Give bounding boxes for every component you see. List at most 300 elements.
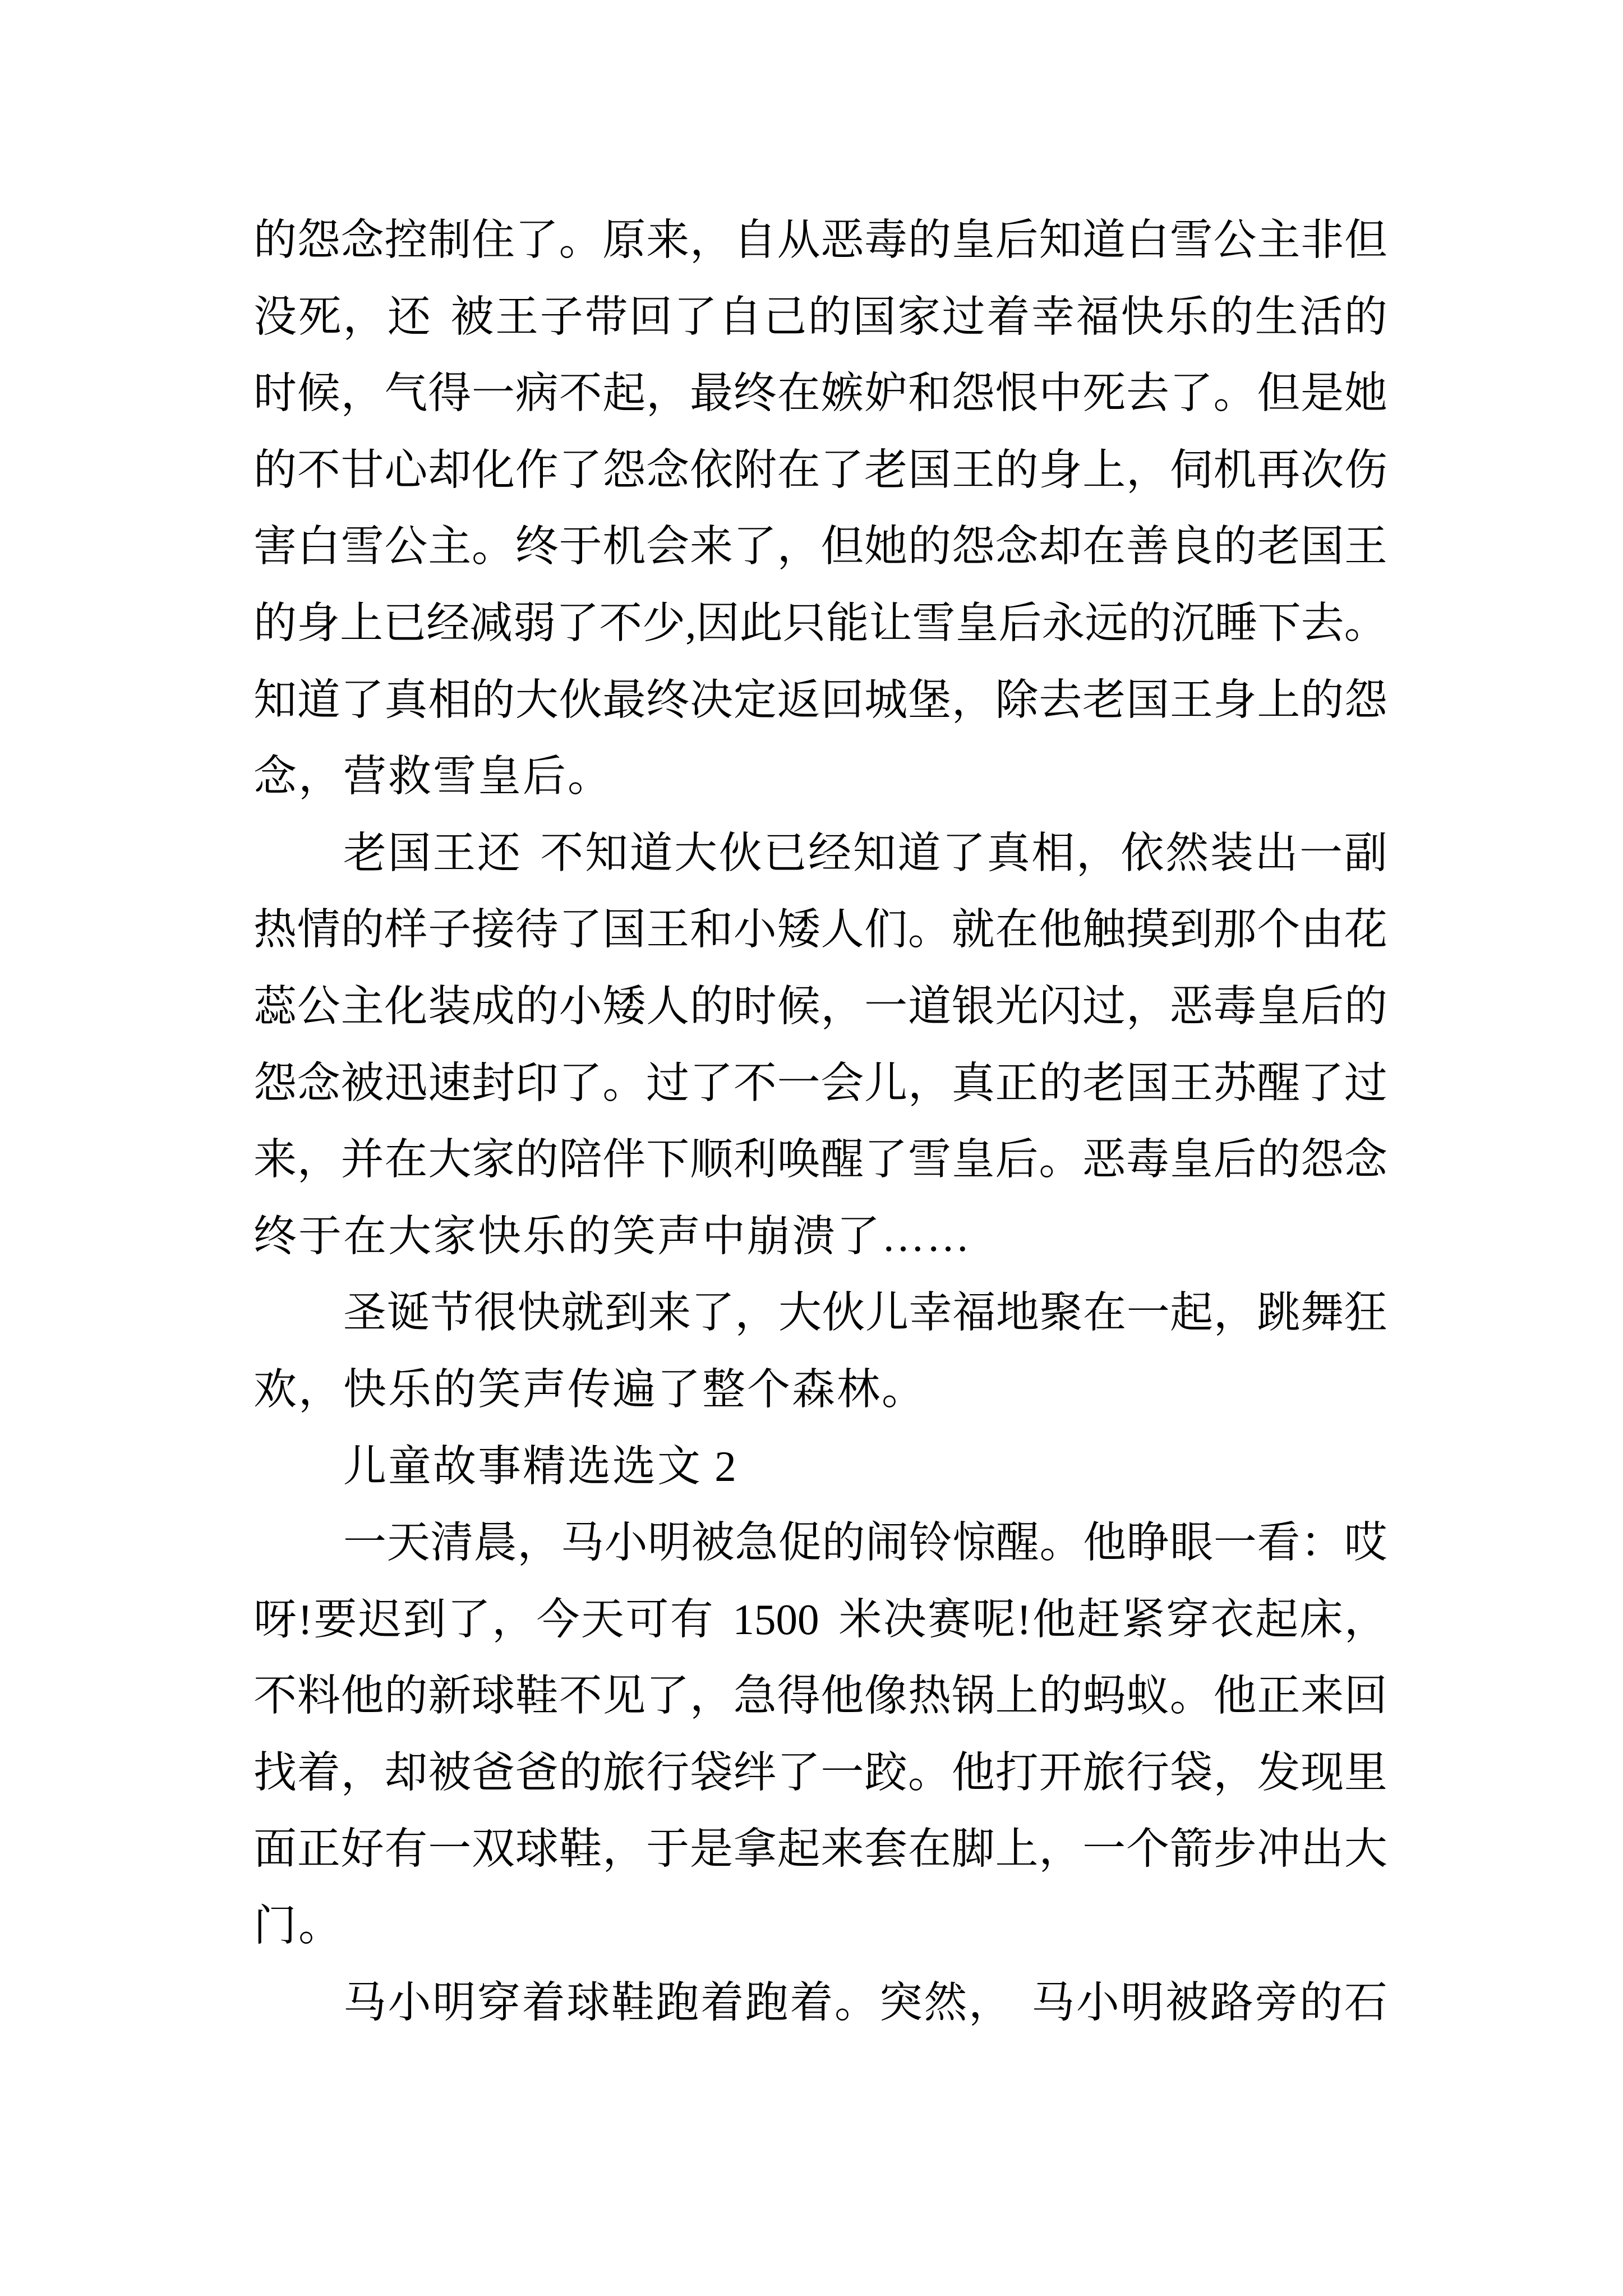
text-token: 跑 (656, 1978, 699, 2027)
text-token: 装 (428, 982, 472, 1030)
text-token: 面 (253, 1825, 297, 1874)
text-token: 念 (297, 1059, 340, 1107)
text-token: 控 (384, 216, 428, 264)
text-token: 来 (648, 1289, 691, 1337)
text-token: 怨 (1344, 675, 1387, 724)
text-token: 主 (428, 522, 472, 571)
text-token: 马 (560, 1519, 604, 1567)
text-token: 。 (834, 1978, 878, 2027)
text-token: 正 (1257, 1672, 1301, 1720)
text-token: 过 (1082, 982, 1126, 1030)
text-token: 的 (1039, 1672, 1082, 1720)
text-token: 死 (1082, 369, 1126, 418)
text-token: 嫉 (820, 369, 864, 418)
text-token: 到 (604, 1289, 648, 1337)
text-token: 王 (1169, 675, 1213, 724)
text-token: 然 (1165, 829, 1209, 877)
text-token: 蚂 (1082, 1672, 1126, 1720)
text-token: 跑 (745, 1978, 789, 2027)
text-token: 病 (515, 369, 559, 418)
text-token: 开 (1039, 1748, 1082, 1797)
text-token: ， (735, 1289, 778, 1337)
text-token: 生 (1255, 292, 1298, 341)
text-token: 让 (869, 599, 912, 647)
text-token: 个 (1257, 905, 1301, 954)
text-line: 儿童故事精选选文 2 (343, 1442, 738, 1490)
text-token: 情 (297, 905, 340, 954)
text-token: 接 (471, 905, 515, 954)
text-token: 被 (340, 1059, 384, 1107)
text-line (253, 355, 1387, 432)
text-token: 马 (343, 1978, 386, 2027)
text-token: 米 (838, 1595, 882, 1644)
text-token: 减 (469, 599, 513, 647)
text-token: 得 (777, 1672, 820, 1720)
text-token: 了 (820, 445, 864, 494)
text-token: 的 (1299, 1978, 1343, 2027)
text-token: 甘 (340, 445, 384, 494)
text-token: 能 (826, 599, 869, 647)
text-token: 的 (1128, 599, 1172, 647)
text-token: 一 (471, 369, 515, 418)
text-token: 鞋 (611, 1978, 654, 2027)
text-token: 过 (942, 292, 985, 341)
text-token: 妒 (864, 369, 908, 418)
text-token: 定 (733, 675, 777, 724)
text-token: ， (689, 216, 733, 264)
text-token: 他 (951, 1748, 995, 1797)
text-token: 行 (1126, 1748, 1169, 1797)
text-token: 封 (471, 1059, 515, 1107)
text-token: 王 (1344, 522, 1387, 571)
text-token: 少 (642, 599, 686, 647)
text-line (253, 662, 1387, 739)
text-token: 来 (646, 216, 690, 264)
text-token: 知 (1039, 216, 1082, 264)
text-token: 只 (782, 599, 826, 647)
text-token: 旅 (602, 1748, 646, 1797)
text-token: 大 (428, 1135, 472, 1184)
text-line (253, 432, 1387, 509)
text-token: 跳 (1257, 1289, 1301, 1337)
text-token: 终 (515, 522, 559, 571)
text-token: 人 (646, 982, 690, 1030)
text-token: 了 (942, 829, 985, 877)
text-token: 身 (1039, 445, 1082, 494)
text-token: 唤 (777, 1135, 820, 1184)
text-token: 地 (995, 1289, 1039, 1337)
text-token: 道 (907, 982, 951, 1030)
text-token: 醒 (995, 1519, 1039, 1567)
text-token: 时 (733, 982, 777, 1030)
text-token: 们 (864, 905, 908, 954)
text-token: 终 (733, 369, 777, 418)
text-token: 却 (428, 445, 472, 494)
text-token: 弱 (513, 599, 556, 647)
text-token: 儿 (864, 1059, 908, 1107)
text-token: 小 (733, 905, 777, 954)
text-line (253, 968, 1387, 1045)
text-token: 找 (253, 1748, 297, 1797)
text-token: 再 (1257, 445, 1301, 494)
text-line (253, 585, 1387, 662)
text-token: 此 (739, 599, 783, 647)
text-token: 的 (515, 1135, 559, 1184)
text-token: 皇 (1257, 982, 1301, 1030)
text-token: 的 (822, 1519, 865, 1567)
text-token: 料 (297, 1672, 340, 1720)
text-token: ! (1016, 1595, 1031, 1644)
text-token: 了 (646, 1672, 690, 1720)
text-token: ， (1076, 829, 1119, 877)
text-token: 球 (471, 1672, 515, 1720)
text-line (253, 1811, 1387, 1888)
text-token: 怨 (602, 445, 646, 494)
text-token: 附 (733, 445, 777, 494)
text-token: 天 (580, 1595, 624, 1644)
text-token: 天 (386, 1519, 430, 1567)
text-line: 欢，快乐的笑声传遍了整个森林。 (253, 1365, 926, 1414)
text-token: 上 (995, 1825, 1039, 1874)
text-token: 后 (995, 216, 1039, 264)
text-token: 装 (1210, 829, 1253, 877)
text-line (253, 1274, 1387, 1351)
text-token: ， (1039, 1825, 1082, 1874)
text-token: 一 (864, 982, 908, 1030)
text-line: 终于在大家快乐的笑声中崩溃了…… (253, 1212, 971, 1260)
text-token: 伴 (602, 1135, 646, 1184)
text-token: 。 (1039, 1135, 1082, 1184)
text-token: 正 (995, 1059, 1039, 1107)
text-token: 乐 (1165, 292, 1209, 341)
text-token: 道 (297, 675, 340, 724)
text-token: 老 (1082, 1059, 1126, 1107)
text-token: 身 (297, 599, 340, 647)
text-token: 。 (1344, 599, 1387, 647)
text-token: 在 (995, 905, 1039, 954)
text-token: 国 (1301, 522, 1344, 571)
text-line: 念，营救雪皇后。 (253, 752, 612, 801)
text-token: 雪 (1169, 216, 1213, 264)
text-token: 的 (340, 905, 384, 954)
text-token: 念 (340, 216, 384, 264)
text-line: 门。 (253, 1902, 343, 1950)
text-token: 的 (808, 292, 851, 341)
text-token: 到 (403, 1595, 446, 1644)
text-token: 陪 (559, 1135, 602, 1184)
text-token: 过 (646, 1059, 690, 1107)
text-token: 恶 (1082, 1135, 1126, 1184)
text-token: 后 (1301, 982, 1344, 1030)
text-token: 旅 (1082, 1748, 1126, 1797)
text-token: 终 (646, 675, 690, 724)
text-token: 的 (1344, 292, 1387, 341)
text-token: 出 (1301, 1825, 1344, 1874)
text-token: 拿 (733, 1825, 777, 1874)
text-token: 不 (540, 829, 584, 877)
text-token: 矮 (777, 905, 820, 954)
text-token: 国 (852, 292, 896, 341)
text-token: 最 (602, 675, 646, 724)
text-token: 道 (1082, 216, 1126, 264)
text-token: ： (1301, 1519, 1344, 1567)
text-token: 下 (646, 1135, 690, 1184)
text-token: 一 (1299, 829, 1343, 877)
text-token: 真 (384, 675, 428, 724)
text-token: 幸 (909, 1289, 952, 1337)
text-token: 穿 (1166, 1595, 1210, 1644)
text-token: 怨 (951, 522, 995, 571)
text-token: 知 (253, 675, 297, 724)
text-token: ， (907, 1059, 951, 1107)
text-line (253, 279, 1387, 356)
text-token: 并 (340, 1135, 384, 1184)
text-token: 毒 (1213, 982, 1257, 1030)
text-token: 带 (584, 292, 628, 341)
text-token: 明 (648, 1519, 691, 1567)
text-token: 他 (340, 1672, 384, 1720)
text-token: 舞 (1301, 1289, 1344, 1337)
text-token: 国 (1126, 1059, 1169, 1107)
text-token: 个 (1126, 1825, 1169, 1874)
text-token: 已 (383, 599, 427, 647)
text-token: 恨 (995, 369, 1039, 418)
text-token: 了 (674, 292, 717, 341)
text-line (253, 1504, 1387, 1581)
text-token: 节 (430, 1289, 474, 1337)
text-token: 被 (1165, 1978, 1209, 2027)
text-token: 现 (1301, 1748, 1344, 1797)
text-token: 了 (515, 216, 559, 264)
text-token: 明 (432, 1978, 476, 2027)
text-token: 后 (995, 1135, 1039, 1184)
text-token: 善 (1126, 522, 1169, 571)
text-token: 不 (559, 369, 602, 418)
text-token: 但 (820, 522, 864, 571)
text-token: 回 (1344, 1672, 1387, 1720)
text-token: 恶 (820, 216, 864, 264)
text-token: 上 (1082, 445, 1126, 494)
text-token: 好 (340, 1825, 384, 1874)
text-token: 诞 (386, 1289, 430, 1337)
text-token: 脚 (951, 1825, 995, 1874)
text-token: 闪 (1039, 982, 1082, 1030)
text-token: 热 (253, 905, 297, 954)
text-token: 被 (450, 292, 494, 341)
text-token: 狂 (1344, 1289, 1387, 1337)
text-token: 道 (629, 829, 673, 877)
text-token: 皇 (1169, 1135, 1213, 1184)
text-token: 道 (897, 829, 941, 877)
text-token: 的 (471, 675, 515, 724)
text-token: 爸 (515, 1748, 559, 1797)
text-line (253, 508, 1387, 585)
text-token: 上 (1257, 675, 1301, 724)
text-token: ， (343, 292, 386, 341)
text-token: 的 (384, 1672, 428, 1720)
text-token: 身 (1213, 675, 1257, 724)
text-token: 还 (477, 829, 520, 877)
text-token: 返 (777, 675, 820, 724)
text-token: 见 (602, 1672, 646, 1720)
text-token: 袋 (689, 1748, 733, 1797)
text-token: 赶 (1077, 1595, 1121, 1644)
text-token: 紧 (1121, 1595, 1165, 1644)
text-token: 的 (559, 1748, 602, 1797)
text-token: 一 (428, 1825, 472, 1874)
text-token: 行 (646, 1748, 690, 1797)
text-token: 睡 (1214, 599, 1258, 647)
text-token: 不 (733, 1059, 777, 1107)
text-token: 那 (1213, 905, 1257, 954)
text-token: 心 (384, 445, 428, 494)
text-token: 主 (340, 982, 384, 1030)
text-token: 没 (253, 292, 297, 341)
text-token: 白 (1126, 216, 1169, 264)
text-token: 着 (700, 1978, 744, 2027)
text-token: 着 (790, 1978, 833, 2027)
text-token: 小 (559, 982, 602, 1030)
text-token: 有 (384, 1825, 428, 1874)
text-token: 在 (1082, 522, 1126, 571)
text-line (253, 1581, 1387, 1658)
text-token: 上 (995, 1672, 1039, 1720)
text-token: 箭 (1169, 1825, 1213, 1874)
text-token: 可 (625, 1595, 669, 1644)
text-token: 急 (735, 1519, 778, 1567)
text-token: 一 (1126, 1289, 1170, 1337)
text-token: 中 (1039, 369, 1082, 418)
text-token: 时 (253, 369, 297, 418)
text-token: 念 (646, 445, 690, 494)
text-token: 恶 (1169, 982, 1213, 1030)
text-token: 新 (428, 1672, 472, 1720)
text-token: 王 (432, 829, 476, 877)
text-token: 次 (1301, 445, 1344, 494)
text-token: 鞋 (559, 1825, 602, 1874)
text-token: 知 (584, 829, 628, 877)
text-token: 小 (388, 1978, 431, 2027)
text-token: 了 (1169, 369, 1213, 418)
text-token: 于 (559, 522, 602, 571)
text-token: 福 (952, 1289, 996, 1337)
text-token: 老 (864, 445, 908, 494)
text-token: 的 (253, 445, 297, 494)
text-token: 的 (1213, 522, 1257, 571)
text-token: 老 (1082, 675, 1126, 724)
text-token: 蚁 (1126, 1672, 1169, 1720)
text-token: 锅 (951, 1672, 995, 1720)
text-token: 他 (1213, 1672, 1257, 1720)
text-token: 就 (560, 1289, 604, 1337)
text-token: 的 (253, 599, 297, 647)
text-token: 了 (559, 905, 602, 954)
text-token: 念 (1344, 1135, 1387, 1184)
text-token: 银 (951, 982, 995, 1030)
text-token: 一 (1082, 1825, 1126, 1874)
text-token: 哎 (1344, 1519, 1387, 1567)
text-token: 却 (1039, 522, 1082, 571)
text-token: 永 (1041, 599, 1085, 647)
text-token: 公 (297, 982, 340, 1030)
text-token: 王 (1169, 1059, 1213, 1107)
text-token: 马 (1031, 1978, 1075, 2027)
text-token: 样 (384, 905, 428, 954)
text-token: 穿 (477, 1978, 520, 2027)
text-token: 在 (777, 445, 820, 494)
text-token: 待 (515, 905, 559, 954)
text-token: 铃 (909, 1519, 952, 1567)
text-token: 活 (1299, 292, 1343, 341)
text-token: ， (951, 675, 995, 724)
text-token: 大 (1344, 1825, 1387, 1874)
text-token: ， (1126, 445, 1169, 494)
text-token: 呢 (972, 1595, 1016, 1644)
text-token: 从 (777, 216, 820, 264)
text-token: 却 (384, 1748, 428, 1797)
text-token: 人 (820, 905, 864, 954)
text-token: 晨 (473, 1519, 517, 1567)
text-token: ， (492, 1595, 536, 1644)
text-token: 住 (471, 216, 515, 264)
text-token: 就 (951, 905, 995, 954)
text-token: 了 (864, 1135, 908, 1184)
text-token: 化 (384, 982, 428, 1030)
text-token: 苏 (1213, 1059, 1257, 1107)
text-token: 蕊 (253, 982, 297, 1030)
text-token: 促 (778, 1519, 822, 1567)
text-token: 衣 (1210, 1595, 1254, 1644)
text-token: 起 (602, 369, 646, 418)
text-token: 印 (515, 1059, 559, 1107)
text-token: 赛 (928, 1595, 971, 1644)
text-token: 起 (777, 1825, 820, 1874)
text-token: 真 (986, 829, 1030, 877)
text-token: 不 (297, 445, 340, 494)
text-token: 有 (670, 1595, 713, 1644)
text-token: 1500 (732, 1595, 819, 1644)
text-token: 快 (517, 1289, 561, 1337)
text-token: 鞋 (515, 1672, 559, 1720)
text-token: 了 (340, 675, 384, 724)
text-token: 了 (1301, 1059, 1344, 1107)
text-token: 石 (1344, 1978, 1387, 2027)
text-token: 是 (1301, 369, 1344, 418)
text-token: 王 (951, 445, 995, 494)
text-token: 热 (907, 1672, 951, 1720)
text-token: 和 (689, 905, 733, 954)
text-token: 大 (778, 1289, 822, 1337)
text-token: 子 (540, 292, 583, 341)
text-token: 伺 (1169, 445, 1213, 494)
text-token: 不 (599, 599, 643, 647)
text-token: 回 (629, 292, 673, 341)
text-token: 由 (1301, 905, 1344, 954)
text-token: 花 (1344, 905, 1387, 954)
document-body (253, 202, 1387, 2041)
text-token: 打 (995, 1748, 1039, 1797)
text-token: 化 (471, 445, 515, 494)
text-token: 的 (1344, 982, 1387, 1030)
text-token: 但 (1344, 216, 1387, 264)
text-token: ， (1213, 1748, 1257, 1797)
text-token: 相 (1031, 829, 1075, 877)
text-token: ! (298, 1595, 313, 1644)
text-token: 白 (297, 522, 340, 571)
text-token: 。 (907, 905, 951, 954)
text-token: 。 (559, 216, 602, 264)
text-token: 家 (897, 292, 941, 341)
